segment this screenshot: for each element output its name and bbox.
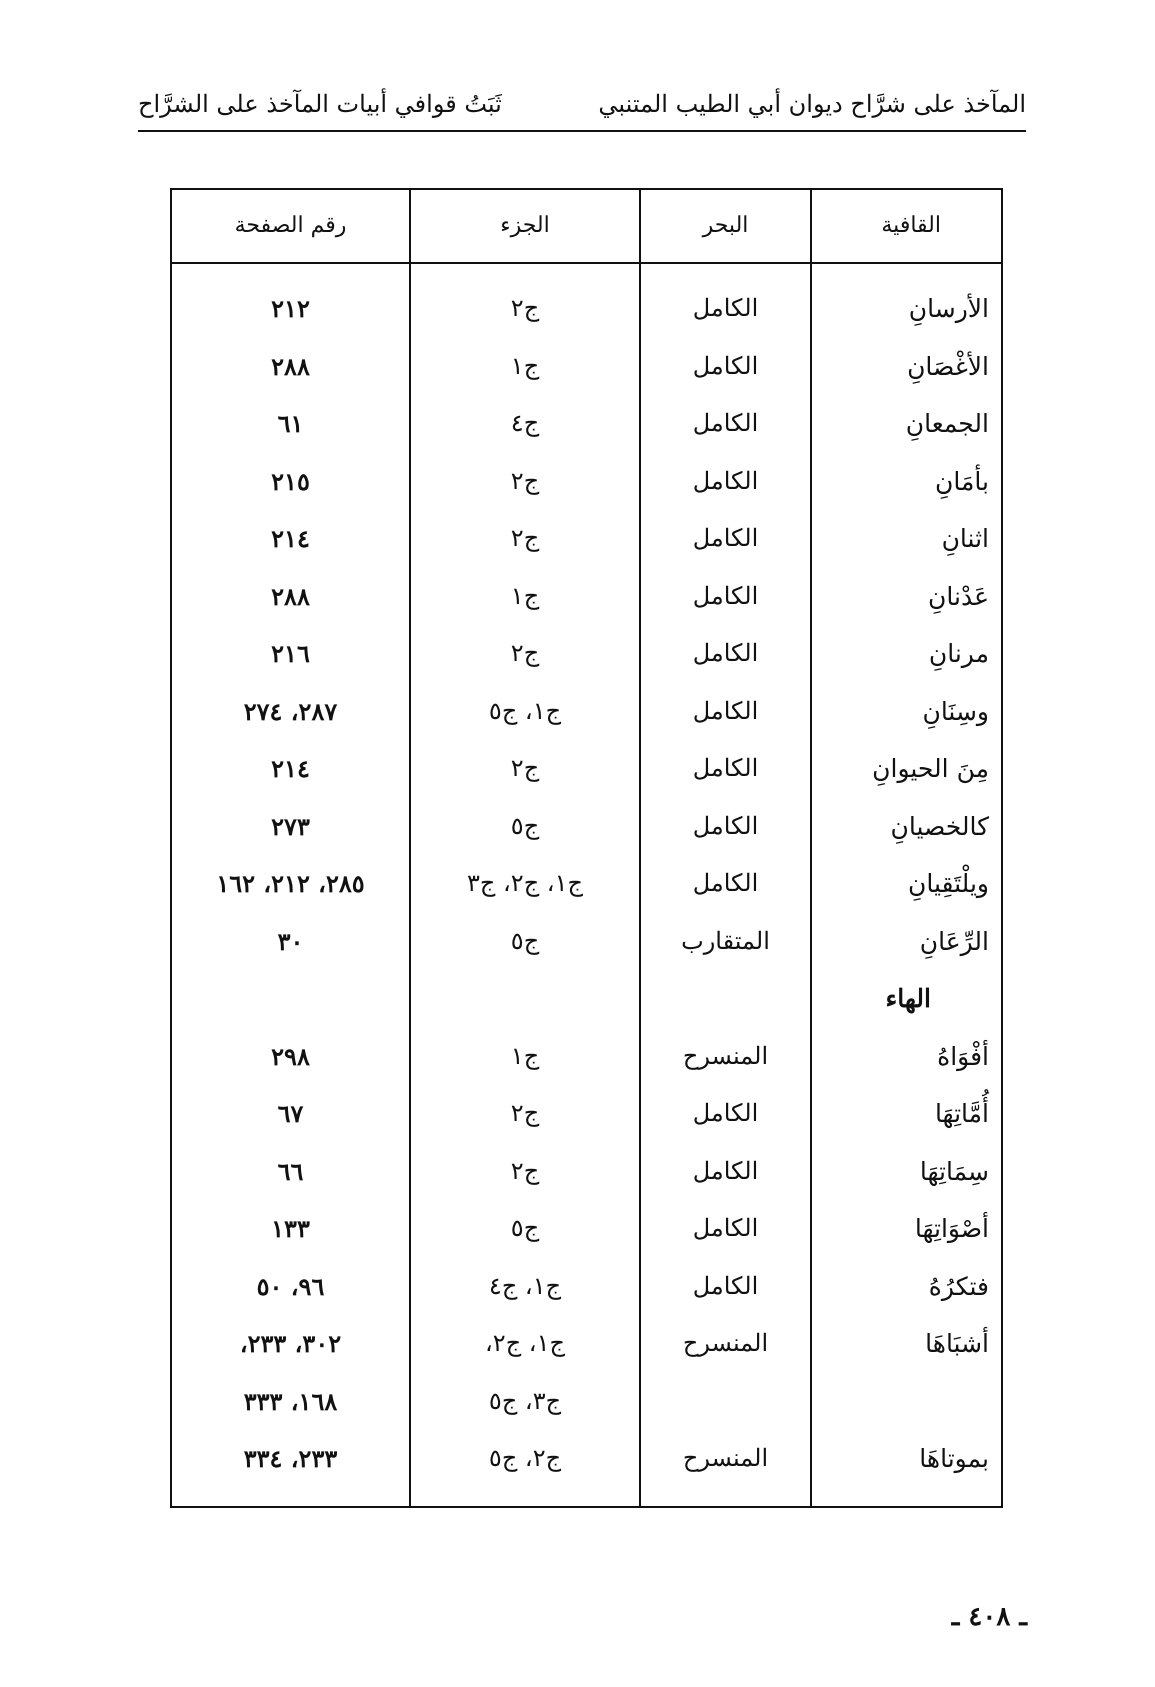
cell-qafiya: أصْوَاتِهَا xyxy=(914,1214,989,1243)
cell-juz: ج٢ xyxy=(510,754,540,782)
cell-juz: ج١، ج٢، xyxy=(485,1329,565,1357)
cell-juz: ج١، ج٥ xyxy=(488,696,562,725)
table-row xyxy=(172,1028,1001,1086)
cell-page: ٩٦، ٥٠ xyxy=(256,1271,325,1301)
cell-page: ٦٦ xyxy=(277,1156,304,1186)
table-row xyxy=(172,625,1001,683)
cell-bahr xyxy=(641,1373,810,1431)
cell-juz: ج٢، ج٥ xyxy=(488,1444,562,1472)
cell-qafiya: أفْوَاهُ xyxy=(937,1041,989,1071)
cell-page: ٦١ xyxy=(277,409,304,438)
cell-bahr: المنسرح xyxy=(682,1444,769,1472)
cell-qafiya: الرِّعَانِ xyxy=(919,926,989,956)
cell-juz: ج٢ xyxy=(510,1156,540,1185)
cell-qafiya: كالخصيانِ xyxy=(890,811,989,841)
cell-qafiya: اثنانِ xyxy=(941,524,989,553)
cell-page: ٢١٤ xyxy=(271,524,310,553)
table-row xyxy=(172,1143,1001,1201)
cell-qafiya: سِمَاتِهَا xyxy=(919,1156,989,1186)
cell-qafiya: مرنانِ xyxy=(928,639,989,668)
column-header-qafiya: القافية xyxy=(881,213,941,238)
running-header xyxy=(138,78,1026,134)
table-header xyxy=(172,190,1001,264)
cell-juz: ج٢ xyxy=(510,1099,540,1127)
column-header-page: رقم الصفحة xyxy=(234,213,347,238)
cell-bahr: المنسرح xyxy=(682,1041,769,1070)
cell-bahr: المتقارب xyxy=(681,926,770,955)
table-row xyxy=(172,1085,1001,1143)
cell-qafiya: الأرسانِ xyxy=(908,294,989,323)
table-row xyxy=(172,683,1001,741)
cell-juz: ج١، ج٤ xyxy=(488,1271,562,1300)
section-heading-row xyxy=(172,970,1001,1028)
table-row xyxy=(172,568,1001,626)
book-title: المآخذ على شرَّاح ديوان أبي الطيب المتنبي xyxy=(598,90,1026,118)
cell-bahr: الكامل xyxy=(692,524,759,552)
table-row xyxy=(172,913,1001,971)
table-row xyxy=(172,1430,1001,1488)
cell-qafiya xyxy=(812,1373,1001,1431)
cell-juz: ج٢ xyxy=(510,639,540,667)
cell-page: ١٦٨، ٣٣٣ xyxy=(243,1386,338,1416)
cell-juz: ج٢ xyxy=(510,466,540,495)
cell-juz: ج٤ xyxy=(510,409,540,437)
table-row xyxy=(172,1315,1001,1373)
cell-page: ٢٨٧، ٢٧٤ xyxy=(243,696,338,726)
cell-bahr: الكامل xyxy=(692,1156,759,1185)
table-row xyxy=(172,798,1001,856)
cell-page: ٢٣٣، ٣٣٤ xyxy=(243,1444,338,1473)
table-row xyxy=(172,338,1001,396)
cell-bahr: الكامل xyxy=(692,1214,759,1242)
cell-page: ٢٩٨ xyxy=(271,1041,310,1071)
table-row xyxy=(172,1258,1001,1316)
cell-juz: ج٥ xyxy=(510,926,540,955)
cell-qafiya: وسِنَانِ xyxy=(922,696,989,726)
cell-page: ٢٨٨ xyxy=(271,351,310,381)
cell-bahr: الكامل xyxy=(692,294,759,322)
cell-bahr: الكامل xyxy=(692,639,759,667)
cell-page: ٢١٦ xyxy=(271,639,310,668)
cell-qafiya: الجمعانِ xyxy=(905,409,989,438)
cell-page: ٣٠٢، ٢٣٣، xyxy=(239,1329,342,1358)
cell-page: ٢١٥ xyxy=(271,466,310,496)
cell-qafiya: عَدْنانِ xyxy=(928,581,989,611)
cell-juz: ج٢ xyxy=(510,524,540,552)
cell-juz: ج١ xyxy=(510,1041,540,1070)
cell-qafiya: بموتاهَا xyxy=(919,1444,989,1473)
cell-bahr: الكامل xyxy=(692,811,759,840)
table-row xyxy=(172,280,1001,338)
cell-juz: ج٢ xyxy=(510,294,540,322)
cell-juz: ج٥ xyxy=(510,1214,540,1242)
cell-page: ٦٧ xyxy=(277,1099,304,1128)
cell-qafiya: ويلْتَقِيانِ xyxy=(907,869,989,898)
cell-qafiya: الأغْصَانِ xyxy=(907,351,989,381)
cell-bahr xyxy=(641,970,810,1028)
cell-juz xyxy=(411,970,639,1028)
cell-juz: ج٣، ج٥ xyxy=(488,1386,562,1415)
section-title: ثَبَتُ قوافي أبيات المآخذ على الشرَّاح xyxy=(138,90,502,118)
cell-bahr: الكامل xyxy=(692,466,759,495)
cell-bahr: الكامل xyxy=(692,696,759,725)
cell-bahr: الكامل xyxy=(692,869,759,897)
cell-juz: ج١ xyxy=(510,581,540,610)
cell-page: ٢١٤ xyxy=(271,754,310,783)
column-header-bahr: البحر xyxy=(702,213,749,238)
cell-juz: ج٥ xyxy=(510,811,540,840)
cell-qafiya: مِنَ الحيوانِ xyxy=(872,754,989,783)
cell-bahr: الكامل xyxy=(692,581,759,610)
cell-qafiya: بأمَانِ xyxy=(935,466,989,496)
table-row xyxy=(172,855,1001,913)
rhymes-table xyxy=(170,188,1003,1508)
table-row xyxy=(172,740,1001,798)
table-row xyxy=(172,1200,1001,1258)
cell-bahr: الكامل xyxy=(692,409,759,437)
cell-bahr: الكامل xyxy=(692,1099,759,1127)
cell-page: ٣٠ xyxy=(277,926,304,956)
cell-page: ٢٨٨ xyxy=(271,581,310,611)
cell-bahr: الكامل xyxy=(692,754,759,782)
cell-qafiya: أُمَّاتِهَا xyxy=(934,1099,989,1128)
header-rule xyxy=(138,130,1026,132)
cell-bahr: الكامل xyxy=(692,351,759,380)
page-number: ـ ٤٠٨ ـ xyxy=(951,1602,1027,1632)
cell-qafiya: أشبَاهَا xyxy=(925,1329,989,1358)
cell-page: ٢٨٥، ٢١٢، ١٦٢ xyxy=(216,869,365,898)
cell-page xyxy=(172,970,409,1028)
cell-page: ١٣٣ xyxy=(271,1214,310,1243)
cell-page: ٢١٢ xyxy=(271,294,310,323)
cell-qafiya: فتكرُهُ xyxy=(928,1271,989,1301)
cell-bahr: الكامل xyxy=(692,1271,759,1300)
cell-qafiya: الهاء xyxy=(885,984,931,1013)
cell-page: ٢٧٣ xyxy=(271,811,310,841)
cell-bahr: المنسرح xyxy=(682,1329,769,1357)
cell-juz: ج١ xyxy=(510,351,540,380)
table-row xyxy=(172,453,1001,511)
table-row xyxy=(172,510,1001,568)
table-body xyxy=(172,280,1001,1488)
table-row xyxy=(172,395,1001,453)
table-row xyxy=(172,1373,1001,1431)
cell-juz: ج١، ج٢، ج٣ xyxy=(467,869,583,897)
column-header-juz: الجزء xyxy=(500,213,550,238)
